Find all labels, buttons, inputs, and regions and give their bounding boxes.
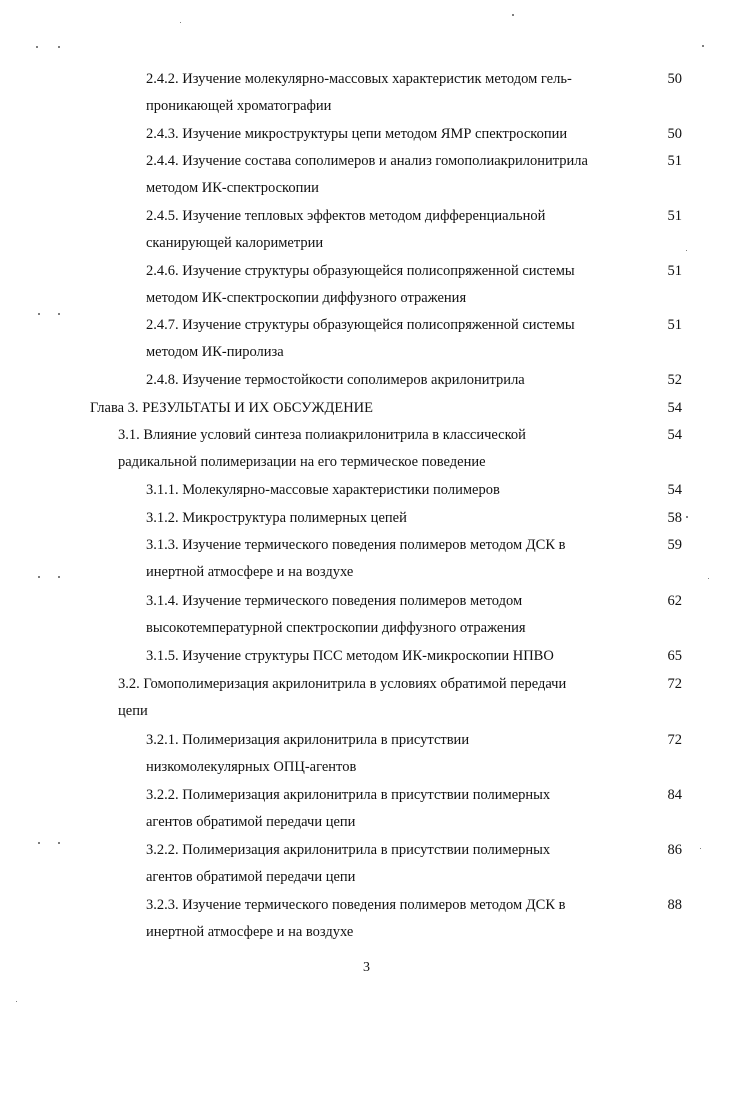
toc-page: 54 — [667, 427, 682, 443]
toc-title: Изучение структуры ПСС методом ИК-микроскопии НПВО — [182, 648, 554, 664]
toc-page: 72 — [667, 676, 682, 692]
toc-title: Изучение структуры образующейся полисопряженной системы — [182, 317, 575, 333]
toc-number: 3.1.4. — [146, 593, 179, 609]
toc-entry-text — [146, 477, 636, 504]
toc-number: 3.2.1. — [146, 732, 179, 748]
toc-number: 3.2. — [118, 676, 140, 692]
toc-entry-text — [146, 148, 636, 202]
toc-entry-text — [146, 66, 636, 120]
toc-entry-text — [146, 837, 636, 891]
toc-entry-text — [146, 643, 636, 670]
scan-speck — [38, 576, 40, 578]
scan-speck — [38, 842, 40, 844]
scan-speck — [58, 842, 60, 844]
toc-page: 88 — [667, 897, 682, 913]
toc-entry-text — [146, 532, 636, 586]
toc-entry-text — [146, 588, 636, 642]
toc-title: РЕЗУЛЬТАТЫ И ИХ ОБСУЖДЕНИЕ — [142, 400, 373, 416]
toc-page: 54 — [667, 400, 682, 416]
scan-speck — [700, 848, 701, 849]
toc-page: 62 — [667, 593, 682, 609]
toc-title: Изучение термического поведения полимеров методом ДСК в — [182, 537, 566, 553]
toc-number: 3.1.5. — [146, 648, 179, 664]
toc-page: 84 — [667, 787, 682, 803]
toc-title-continued: инертной атмосфере и на воздухе — [146, 564, 354, 580]
toc-title: Микроструктура полимерных цепей — [182, 510, 407, 526]
toc-title-continued: агентов обратимой передачи цепи — [146, 869, 356, 885]
toc-title: Изучение термического поведения полимеров методом — [182, 593, 523, 609]
toc-title-continued: низкомолекулярных ОПЦ-агентов — [146, 759, 357, 775]
toc-title-continued: методом ИК-пиролиза — [146, 344, 284, 360]
toc-number: 2.4.8. — [146, 372, 179, 388]
toc-title-continued: радикальной полимеризации на его термическое поведение — [118, 454, 486, 470]
page-number: 3 — [363, 960, 370, 975]
toc-title: Изучение микроструктуры цепи методом ЯМР спектроскопии — [182, 126, 568, 142]
toc-number: 3.1.3. — [146, 537, 179, 553]
toc-title-continued: методом ИК-спектроскопии — [146, 180, 319, 196]
toc-page: 86 — [667, 842, 682, 858]
toc-number: 3.1.1. — [146, 482, 179, 498]
toc-title: Полимеризация акрилонитрила в присутствии — [182, 732, 470, 748]
toc-number: 3.2.2. — [146, 787, 179, 803]
toc-title: Изучение молекулярно-массовых характеристик методом гель- — [182, 71, 572, 87]
toc-number: 2.4.7. — [146, 317, 179, 333]
scan-speck — [16, 1001, 17, 1002]
toc-title-continued: инертной атмосфере и на воздухе — [146, 924, 354, 940]
toc-page: 59 — [667, 537, 682, 553]
scan-speck — [702, 45, 704, 47]
scan-speck — [512, 14, 514, 16]
toc-title: Молекулярно-массовые характеристики полимеров — [182, 482, 500, 498]
toc-entry-text — [146, 367, 636, 394]
toc-entry-text — [146, 203, 636, 257]
scan-speck — [686, 250, 687, 251]
scan-speck — [180, 22, 181, 23]
toc-page: 58 — [667, 510, 682, 526]
toc-title-continued: сканирующей калориметрии — [146, 235, 324, 251]
toc-entry-text — [90, 395, 636, 422]
toc-number: 3.2.3. — [146, 897, 179, 913]
toc-number: 2.4.2. — [146, 71, 179, 87]
toc-page: 72 — [667, 732, 682, 748]
toc-number: 3.2.2. — [146, 842, 179, 858]
toc-title: Изучение структуры образующейся полисопряженной системы — [182, 263, 575, 279]
scan-speck — [38, 313, 40, 315]
toc-entry-text — [146, 121, 636, 148]
toc-title-continued: агентов обратимой передачи цепи — [146, 814, 356, 830]
toc-number: Глава 3. — [90, 400, 139, 416]
toc-page: 51 — [667, 263, 682, 279]
toc-number: 2.4.3. — [146, 126, 179, 142]
scan-speck — [58, 313, 60, 315]
toc-number: 3.1.2. — [146, 510, 179, 526]
toc-page: 65 — [667, 648, 682, 664]
scan-speck — [36, 46, 38, 48]
toc-title-continued: методом ИК-спектроскопии диффузного отражения — [146, 290, 467, 306]
toc-entry-text — [146, 505, 636, 532]
toc-title: Изучение термостойкости сополимеров акрилонитрила — [182, 372, 525, 388]
toc-page: 51 — [667, 317, 682, 333]
toc-title-continued: цепи — [118, 703, 148, 719]
toc-title: Изучение термического поведения полимеров методом ДСК в — [182, 897, 566, 913]
scan-speck — [58, 46, 60, 48]
toc-number: 2.4.6. — [146, 263, 179, 279]
scan-speck — [686, 516, 688, 518]
toc-title: Полимеризация акрилонитрила в присутствии полимерных — [182, 842, 551, 858]
toc-page: 52 — [667, 372, 682, 388]
toc-title-continued: высокотемпературной спектроскопии диффузного отражения — [146, 620, 526, 636]
toc-title: Влияние условий синтеза полиакрилонитрила в классической — [143, 427, 526, 443]
toc-page: 54 — [667, 482, 682, 498]
toc-entry-text — [146, 258, 636, 312]
toc-title: Гомополимеризация акрилонитрила в условиях обратимой передачи — [143, 676, 567, 692]
toc-number: 2.4.4. — [146, 153, 179, 169]
toc-entry-text — [146, 892, 636, 946]
toc-number: 2.4.5. — [146, 208, 179, 224]
toc-page: 51 — [667, 208, 682, 224]
toc-entry-text — [146, 727, 636, 781]
toc-title: Изучение тепловых эффектов методом дифференциальной — [182, 208, 546, 224]
scan-speck — [58, 576, 60, 578]
toc-entry-text — [146, 782, 636, 836]
toc-page: 50 — [667, 71, 682, 87]
toc-title: Изучение состава сополимеров и анализ гомополиакрилонитрила — [182, 153, 588, 169]
toc-number: 3.1. — [118, 427, 140, 443]
toc-entry-text — [118, 422, 636, 476]
scan-speck — [708, 578, 709, 579]
toc-page: 51 — [667, 153, 682, 169]
toc-title-continued: проникающей хроматографии — [146, 98, 332, 114]
toc-page: 50 — [667, 126, 682, 142]
toc-title: Полимеризация акрилонитрила в присутствии полимерных — [182, 787, 551, 803]
toc-entry-text — [146, 312, 636, 366]
toc-entry-text — [118, 671, 636, 725]
